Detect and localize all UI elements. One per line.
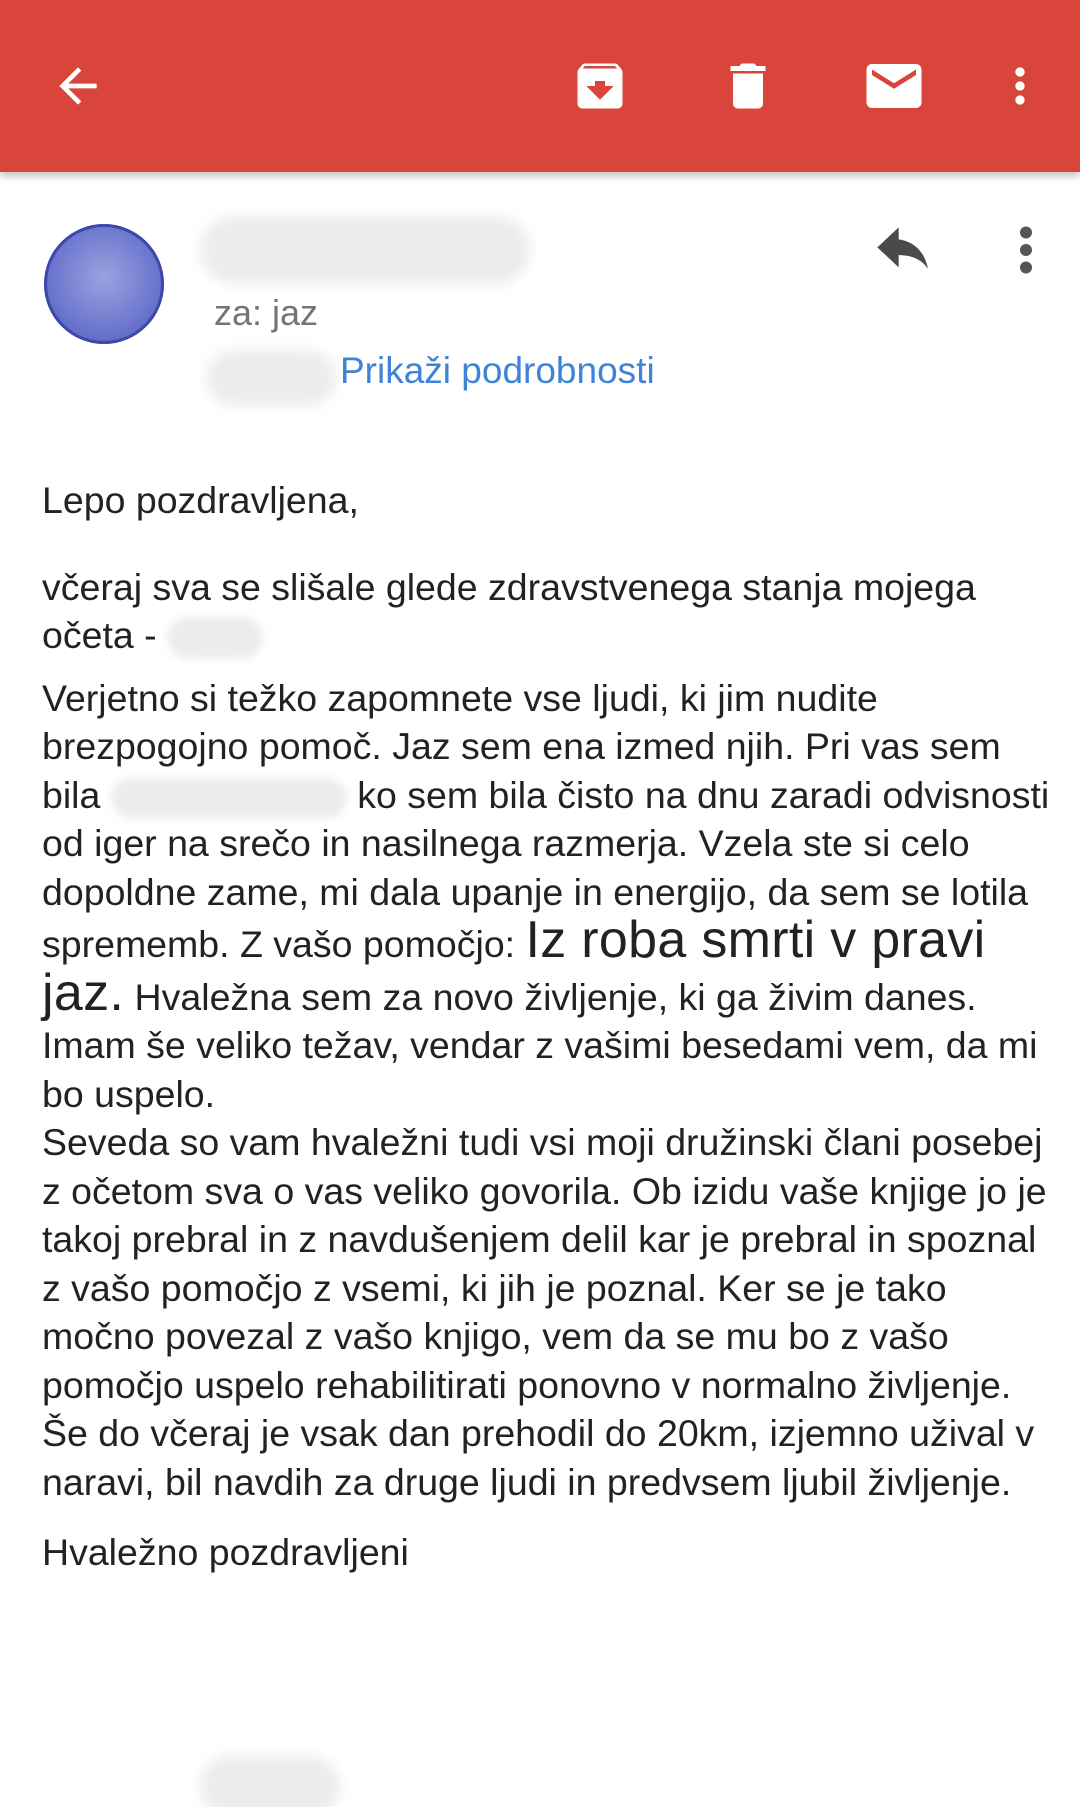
redacted-sender-name: [200, 216, 530, 284]
greeting-text: Lepo pozdravljena,: [42, 479, 359, 521]
paragraph-text: Verjetno si težko zapomnete vse ljudi, ki jim nudite brezpogojno pomoč. Jaz sem ena izmed njih. Pri vas sem bila: [42, 676, 1001, 816]
message-paragraph: Seveda so vam hvaležni tudi vsi moji družinski člani posebej z očetom sva o vas veliko govorila. Ob izidu vaše knjige jo je takoj prebral in z navdušenjem delil kar je prebral in spoznal z vašo pomočjo z vsemi, ki jih je poznal. Ker se je tako močno povezal z vašo knjigo, vem da se mu bo z vašo pomočjo uspelo rehabilitirati ponovno v normalno življenje. Še do včeraj je vsak dan prehodil do 20km, izjemno užival v naravi, bil navdih za druge ljudi in predvsem ljubil življenje.: [42, 1121, 1047, 1503]
recipient-label: za: jaz: [214, 292, 319, 333]
sender-avatar[interactable]: [44, 224, 164, 344]
paragraph-text: Hvaležna sem za novo življenje, ki ga živim danes. Imam še veliko težav, vendar z vašimi besedami vem, da mi bo uspelo.: [42, 975, 1038, 1115]
more-vert-icon[interactable]: [984, 50, 1056, 122]
message-body: [42, 476, 1052, 1577]
reply-icon[interactable]: [872, 222, 936, 278]
delete-icon[interactable]: [712, 50, 784, 122]
show-details-link[interactable]: Prikaži podrobnosti: [340, 350, 655, 391]
arrow-back-icon[interactable]: [42, 50, 114, 122]
more-vert-icon[interactable]: [1006, 220, 1046, 280]
redacted-signature: [200, 1756, 340, 1807]
top-app-bar: [0, 0, 1080, 172]
paragraph-text: včeraj sva se slišale glede zdravstvenega stanja mojega očeta -: [42, 565, 976, 656]
message-paragraph: [42, 674, 1052, 1119]
archive-icon[interactable]: [564, 50, 636, 122]
message-paragraph: [42, 563, 1052, 660]
redacted-sender-date: [206, 350, 336, 406]
redacted-date: [111, 778, 347, 818]
closing-text: Hvaležno pozdravljeni: [42, 1531, 409, 1573]
mail-icon[interactable]: [858, 50, 930, 122]
redacted-name: [167, 617, 263, 659]
paragraph-text: ko sem bila čisto na dnu zaradi odvisnosti od iger na srečo in nasilnega razmerja. Vzela ste si celo dopoldne zame, mi dala upanje in energijo, da sem se lotila sprememb. Z vašo pomočjo:: [42, 773, 1050, 965]
highlighted-quote: Iz roba smrti v pravi jaz.: [42, 911, 986, 1022]
